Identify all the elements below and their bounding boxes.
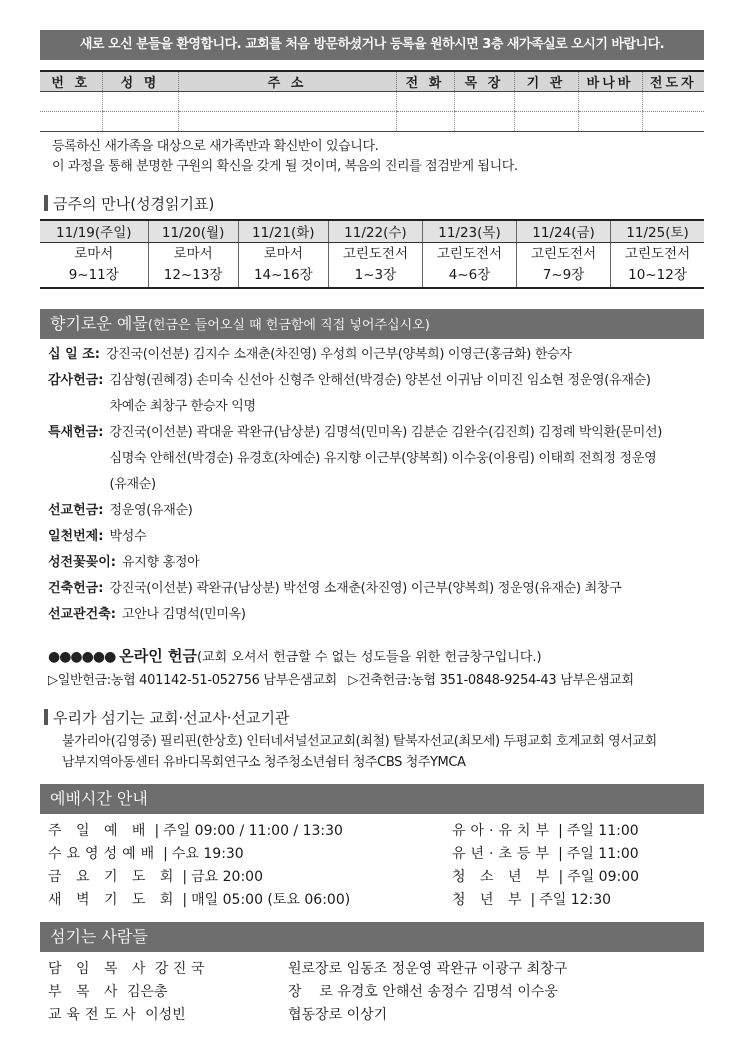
offering-names: 심명숙 안해선(박경순) 유경호(차예순) 유지향 이근부(양복희) 이수웅(이용림) 이태희 전희정 정운영	[109, 451, 657, 466]
reading-passage-row	[40, 242, 704, 288]
worship-right-column	[452, 820, 639, 912]
staff-names: 강 진 국	[154, 961, 205, 977]
header-barnabas: 바나바	[578, 71, 642, 92]
reading-chapters: 4~6장	[448, 267, 491, 284]
reading-book: 로마서	[173, 246, 213, 263]
offering-names: (유재순)	[109, 477, 156, 492]
offering-names: 박성수	[109, 529, 147, 544]
offering-names: 김삼형(권혜경) 손미숙 신선아 신형주 안해선(박경순) 양본선 이귀남 이미진 임소현 정운영(유재순)	[109, 373, 651, 388]
worship-name: 청 소 년 부	[452, 869, 555, 885]
reading-date: 11/23(목)	[422, 220, 516, 242]
staff-item	[48, 958, 204, 981]
section-marker-icon	[44, 709, 48, 725]
registration-row[interactable]	[40, 112, 704, 132]
worship-item: 유년·초등부 | 주일 11:00	[452, 843, 639, 866]
worship-item: 주 일 예 배 | 주일 09:00 / 11:00 / 13:30	[48, 820, 350, 843]
offering-label: 특새헌금:	[48, 425, 104, 440]
staff-item	[48, 1004, 204, 1027]
reading-book: 로마서	[74, 246, 114, 263]
worship-item: 청 소 년 부 | 주일 09:00	[452, 866, 639, 889]
staff-role: 원로장로	[288, 961, 343, 977]
staff-item	[288, 958, 567, 981]
offering-section-header	[40, 309, 704, 339]
worship-item: 금 요 기 도 회 | 금요 20:00	[48, 866, 350, 889]
serving-title-text: 우리가 섬기는 교회·선교사·선교기관	[53, 709, 290, 727]
worship-time: 주일 11:00	[566, 846, 639, 862]
reading-chapters: 14~16장	[253, 267, 313, 284]
reading-date: 11/25(토)	[611, 220, 704, 242]
header-phone: 전 화	[396, 71, 454, 92]
worship-name: 유아·유치부	[452, 823, 555, 839]
offering-row	[48, 602, 708, 628]
table-cell[interactable]	[178, 92, 396, 112]
worship-time: 주일 09:00 / 11:00 / 13:30	[163, 823, 343, 839]
table-cell[interactable]	[642, 92, 704, 112]
worship-name: 주 일 예 배	[48, 823, 151, 839]
building-account: ▷건축헌금:농협 351-0848-9254-43 남부은샘교회	[348, 673, 634, 688]
offering-label: 건축헌금:	[48, 581, 104, 596]
header-organization: 기 관	[514, 71, 578, 92]
worship-left-column	[48, 820, 350, 912]
reading-passage	[611, 242, 704, 288]
staff-names: 유경호 안해선 송정수 김명석 이수웅	[337, 984, 558, 1000]
table-cell[interactable]	[396, 92, 454, 112]
decorative-dots-icon: ●●●●●●	[48, 649, 116, 665]
staff-names: 김은총	[126, 984, 168, 1000]
offering-row	[48, 498, 708, 524]
staff-role: 부 목 사	[48, 984, 123, 1000]
offering-title: 향기로운 예물	[50, 314, 148, 333]
reading-book: 고린도전서	[530, 246, 597, 263]
header-group: 목 장	[454, 71, 514, 92]
worship-time: 금요 20:00	[191, 869, 263, 885]
online-offering-title: 온라인 헌금	[119, 647, 197, 665]
reading-passage	[517, 242, 611, 288]
worship-name: 수요영성예배	[48, 846, 160, 862]
online-offering	[48, 645, 542, 666]
worship-item: 수요영성예배 | 수요 19:30	[48, 843, 350, 866]
worship-name: 유년·초등부	[452, 846, 555, 862]
table-cell[interactable]	[642, 112, 704, 132]
reading-passage	[238, 242, 328, 288]
table-cell[interactable]	[102, 112, 178, 132]
reading-section-title	[44, 193, 214, 214]
reading-date: 11/20(월)	[148, 220, 238, 242]
serving-list	[62, 731, 657, 773]
staff-names: 이성빈	[145, 1007, 186, 1023]
offering-names: 강진국(이선분) 곽대윤 곽완규(남상분) 김명석(민미옥) 김분순 김완수(김진희) 김정례 박익환(문미선)	[109, 425, 663, 440]
staff-role: 교육전도사	[48, 1007, 141, 1023]
staff-names: 이상기	[346, 1007, 388, 1023]
welcome-banner: 새로 오신 분들을 환영합니다. 교회를 처음 방문하셨거나 등록을 원하시면 3층 새가족실로 오시기 바랍니다.	[40, 30, 704, 60]
section-marker-icon	[44, 195, 48, 211]
staff-item	[288, 1004, 567, 1027]
table-cell[interactable]	[514, 112, 578, 132]
reading-passage	[422, 242, 516, 288]
reading-chapters: 9~11장	[68, 267, 119, 284]
staff-left-column	[48, 958, 204, 1027]
serving-line: 남부지역아동센터 유바디목회연구소 청주청소년쉼터 청주CBS 청주YMCA	[62, 755, 466, 770]
offering-label: 선교헌금:	[48, 503, 104, 518]
reading-chapters: 7~9장	[542, 267, 585, 284]
table-cell[interactable]	[514, 92, 578, 112]
offering-row	[48, 420, 708, 498]
offering-row	[48, 368, 708, 420]
offering-label: 성전꽃꽂이:	[48, 555, 116, 570]
bible-reading-table	[40, 219, 704, 289]
header-evangelist: 전도자	[642, 71, 704, 92]
worship-name: 새 벽 기 도 회	[48, 892, 179, 908]
offering-label: 십 일 조:	[48, 347, 100, 362]
worship-time: 수요 19:30	[171, 846, 244, 862]
staff-item	[48, 981, 204, 1004]
offering-names: 정운영(유재순)	[109, 503, 193, 518]
staff-item	[288, 981, 567, 1004]
reading-passage	[40, 242, 148, 288]
offering-row	[48, 550, 708, 576]
general-account: ▷일반헌금:농협 401142-51-052756 남부은샘교회	[48, 673, 337, 688]
header-name: 성 명	[102, 71, 178, 92]
reading-book: 고린도전서	[624, 246, 691, 263]
offering-row	[48, 524, 708, 550]
offering-list	[48, 342, 708, 628]
worship-name: 금 요 기 도 회	[48, 869, 179, 885]
reading-passage	[148, 242, 238, 288]
reading-book: 고린도전서	[342, 246, 409, 263]
offering-names: 강진국(이선분) 곽완규(남상분) 박선영 소재춘(차진영) 이근부(양복희) 정운영(유재순) 최창구	[109, 581, 622, 596]
reading-chapters: 12~13장	[163, 267, 223, 284]
offering-label: 감사헌금:	[48, 373, 104, 388]
worship-time: 주일 12:30	[539, 892, 612, 908]
reading-chapters: 10~12장	[628, 267, 687, 284]
online-offering-desc: (교회 오셔서 헌금할 수 없는 성도들을 위한 헌금창구입니다.)	[196, 650, 542, 665]
staff-role: 담 임 목 사	[48, 961, 151, 977]
worship-item: 유아·유치부 | 주일 11:00	[452, 820, 639, 843]
header-address: 주 소	[178, 71, 396, 92]
serving-line: 불가리아(김영중) 필리핀(한상호) 인터네셔널선교교회(최철) 탈북자선교(최모세) 두평교회 호계교회 영서교회	[62, 734, 657, 749]
worship-time: 주일 09:00	[567, 869, 640, 885]
worship-time: 주일 11:00	[566, 823, 639, 839]
worship-time: 매일 05:00 (토요 06:00)	[191, 892, 351, 908]
offering-row	[48, 576, 708, 602]
reading-date: 11/24(금)	[517, 220, 611, 242]
bank-accounts	[48, 669, 634, 688]
offering-row	[48, 342, 708, 368]
worship-item: 청 년 부 | 주일 12:30	[452, 889, 639, 912]
reading-title-text: 금주의 만나(성경읽기표)	[53, 195, 215, 213]
people-section-header	[40, 922, 704, 952]
offering-names: 고안나 김명석(민미옥)	[122, 607, 246, 622]
table-cell[interactable]	[40, 92, 102, 112]
staff-names: 임동조 정운영 곽완규 이광구 최창구	[346, 961, 568, 977]
offering-subtitle: (헌금은 들어오실 때 헌금함에 직접 넣어주십시오)	[147, 318, 430, 333]
worship-item: 새 벽 기 도 회 | 매일 05:00 (토요 06:00)	[48, 889, 350, 912]
reading-date-row	[40, 220, 704, 242]
reading-passage	[328, 242, 422, 288]
staff-role: 장 로	[288, 984, 333, 1000]
offering-names: 차예순 최창구 한승자 익명	[109, 399, 256, 414]
worship-name: 청 년 부	[452, 892, 527, 908]
offering-label: 일천번제:	[48, 529, 104, 544]
table-cell[interactable]	[178, 112, 396, 132]
registration-row[interactable]	[40, 92, 704, 112]
reading-chapters: 1~3장	[354, 267, 397, 284]
table-cell[interactable]	[396, 112, 454, 132]
table-cell[interactable]	[454, 92, 514, 112]
serving-section-title	[44, 707, 289, 728]
reading-date: 11/21(화)	[238, 220, 328, 242]
staff-right-column	[288, 958, 567, 1027]
table-cell[interactable]	[40, 112, 102, 132]
registration-table	[40, 70, 704, 132]
offering-names: 유지향 홍정아	[122, 555, 200, 570]
reading-book: 로마서	[263, 246, 303, 263]
registration-header-row	[40, 71, 704, 92]
reading-date: 11/19(주일)	[40, 220, 148, 242]
offering-label: 선교관건축:	[48, 607, 116, 622]
worship-section-header	[40, 784, 704, 814]
table-cell[interactable]	[102, 92, 178, 112]
header-number: 번 호	[40, 71, 102, 92]
reading-book: 고린도전서	[436, 246, 503, 263]
notice-line: 등록하신 새가족을 대상으로 새가족반과 확신반이 있습니다.	[52, 139, 379, 154]
worship-title: 예배시간 안내	[50, 789, 148, 808]
new-family-notice	[52, 137, 518, 177]
staff-role: 협동장로	[288, 1007, 343, 1023]
table-cell[interactable]	[578, 112, 642, 132]
people-title: 섬기는 사람들	[50, 927, 148, 946]
table-cell[interactable]	[578, 92, 642, 112]
reading-date: 11/22(수)	[328, 220, 422, 242]
offering-names: 강진국(이선분) 김지수 소재춘(차진영) 우성희 이근부(양복희) 이영근(홍금화) 한승자	[105, 347, 572, 362]
notice-line: 이 과정을 통해 분명한 구원의 확신을 갖게 될 것이며, 복음의 진리를 점검받게 됩니다.	[52, 159, 518, 174]
table-cell[interactable]	[454, 112, 514, 132]
